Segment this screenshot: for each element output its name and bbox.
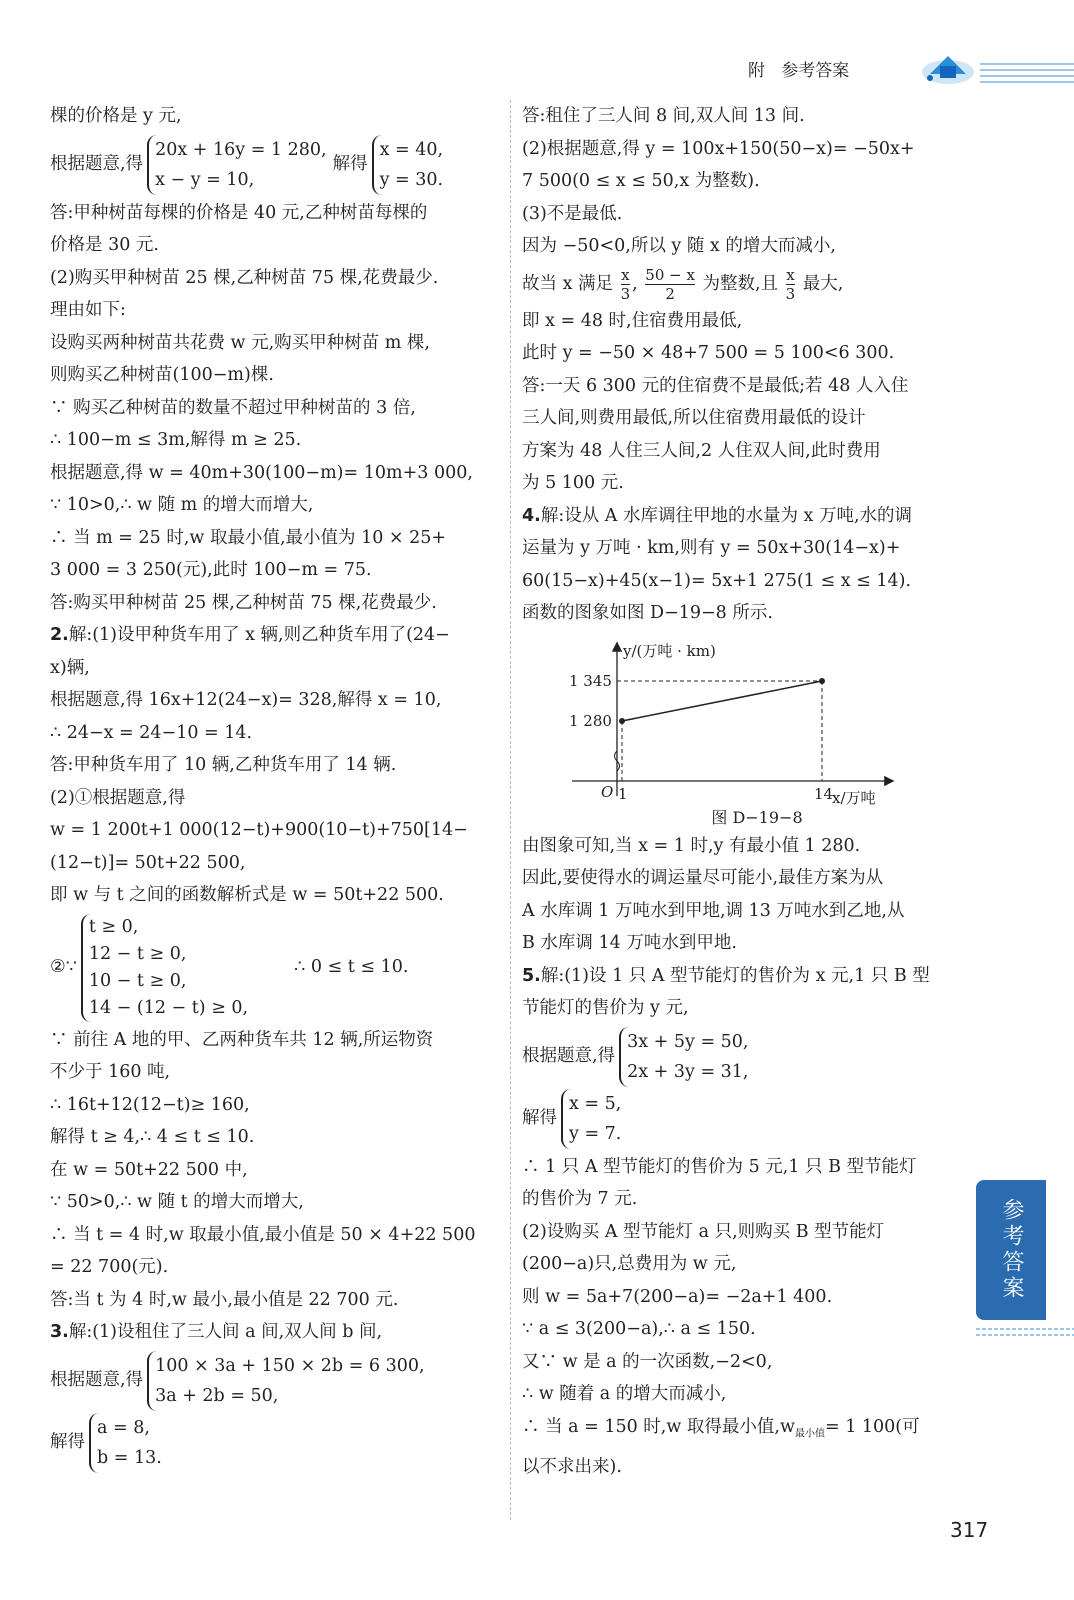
numerator: 50 − x bbox=[645, 265, 695, 284]
text-fragment: 故当 x 满足 bbox=[522, 273, 613, 294]
text-line: ∴ 1 只 A 型节能灯的售价为 5 元,1 只 B 型节能灯 bbox=[522, 1156, 917, 1177]
text-line: 7 500(0 ≤ x ≤ 50,x 为整数). bbox=[522, 171, 760, 191]
question-number: 2. bbox=[50, 625, 69, 645]
solution-system bbox=[522, 1089, 992, 1149]
equation: 20x + 16y = 1 280, bbox=[155, 139, 327, 160]
text-line: (2)①根据题意,得 bbox=[50, 787, 186, 808]
text-fragment: 解得 bbox=[522, 1108, 557, 1129]
text-fragment: 解:(1)设甲种货车用了 x 辆,则乙种货车用了(24− bbox=[68, 625, 450, 645]
text-line: 又∵ w 是 a 的一次函数,−2<0, bbox=[522, 1351, 773, 1372]
text-line: ∵ a ≤ 3(200−a),∴ a ≤ 150. bbox=[522, 1319, 756, 1339]
equation: y = 30. bbox=[379, 169, 444, 190]
text-line: 60(15−x)+45(x−1)= 5x+1 275(1 ≤ x ≤ 14). bbox=[522, 570, 912, 591]
equation-system bbox=[50, 135, 500, 195]
fraction-line bbox=[522, 263, 992, 305]
text-line: 答:购买甲种树苗 25 棵,乙种树苗 75 棵,花费最少. bbox=[50, 592, 437, 613]
text-line bbox=[522, 1411, 992, 1451]
brace bbox=[147, 1351, 425, 1411]
brace bbox=[147, 135, 327, 195]
text-line: ∵ 10>0,∴ w 随 m 的增大而增大, bbox=[50, 495, 314, 515]
text-line: 解得 t ≥ 4,∴ 4 ≤ t ≤ 10. bbox=[50, 1127, 255, 1147]
text-line: B 水库调 14 万吨水到甲地. bbox=[522, 933, 737, 953]
subscript: 最小值 bbox=[794, 1428, 825, 1439]
solution-system bbox=[50, 1413, 500, 1473]
denominator: 2 bbox=[665, 284, 675, 303]
brace bbox=[89, 1413, 162, 1473]
series-line bbox=[622, 681, 822, 721]
side-tab: 参考答案 bbox=[976, 1180, 1046, 1320]
text-line: 因此,要使得水的调运量尽可能小,最佳方案为从 bbox=[522, 868, 884, 888]
text-line: ∴ 100−m ≤ 3m,解得 m ≥ 25. bbox=[50, 430, 302, 450]
data-point bbox=[819, 678, 825, 684]
text-line: 在 w = 50t+22 500 中, bbox=[50, 1159, 248, 1180]
text-line: (2)根据题意,得 y = 100x+150(50−x)= −50x+ bbox=[522, 138, 915, 159]
numerator: x bbox=[621, 265, 630, 284]
equation: 100 × 3a + 150 × 2b = 6 300, bbox=[155, 1355, 425, 1376]
data-point bbox=[619, 718, 625, 724]
text-line: 则 w = 5a+7(200−a)= −2a+1 400. bbox=[522, 1286, 833, 1307]
text-line: 即 x = 48 时,住宿费用最低, bbox=[522, 310, 743, 331]
equation: 3a + 2b = 50, bbox=[155, 1385, 279, 1406]
text-line: (2)购买甲种树苗 25 棵,乙种树苗 75 棵,花费最少. bbox=[50, 267, 439, 288]
inequality-system bbox=[50, 914, 500, 1022]
text-fragment: ②∵ bbox=[50, 957, 77, 978]
text-fragment: 根据题意,得 bbox=[50, 1370, 144, 1391]
text-line: w = 1 200t+1 000(12−t)+900(10−t)+750[14− bbox=[50, 820, 468, 840]
text-line: 三人间,则费用最低,所以住宿费用最低的设计 bbox=[522, 408, 866, 428]
equation: x = 5, bbox=[569, 1093, 622, 1114]
right-column bbox=[522, 100, 992, 1483]
denominator: 3 bbox=[620, 284, 631, 303]
text-line: 3 000 = 3 250(元),此时 100−m = 75. bbox=[50, 560, 372, 580]
text-fragment: 解:(1)设租住了三人间 a 间,双人间 b 间, bbox=[68, 1322, 383, 1342]
text-fragment: ∴ 当 a = 150 时,w 取得最小值,w bbox=[522, 1416, 795, 1437]
text-line: 棵的价格是 y 元, bbox=[50, 106, 182, 126]
text-line: ∴ 当 m = 25 时,w 取最小值,最小值为 10 × 25+ bbox=[50, 527, 447, 548]
tab-decor-lines bbox=[976, 1326, 1074, 1340]
text-line: 答:当 t 为 4 时,w 最小,最小值是 22 700 元. bbox=[50, 1289, 399, 1310]
text-line: 方案为 48 人住三人间,2 人住双人间,此时费用 bbox=[522, 440, 881, 461]
text-line: 节能灯的售价为 y 元, bbox=[522, 998, 689, 1018]
question-line bbox=[50, 619, 500, 652]
text-line: 不少于 160 吨, bbox=[50, 1062, 171, 1082]
question-line bbox=[522, 500, 992, 533]
inequality: 14 − (12 − t) ≥ 0, bbox=[88, 997, 249, 1018]
text-line: 因为 −50<0,所以 y 随 x 的增大而减小, bbox=[522, 236, 836, 256]
equation: b = 13. bbox=[97, 1447, 162, 1468]
fraction bbox=[621, 266, 631, 303]
text-line: 运量为 y 万吨 · km,则有 y = 50x+30(14−x)+ bbox=[522, 538, 901, 558]
text-line: 答:甲种树苗每棵的价格是 40 元,乙种树苗每棵的 bbox=[50, 202, 428, 223]
text-line: (3)不是最低. bbox=[522, 203, 623, 224]
text-line: 以不求出来). bbox=[522, 1456, 622, 1477]
equation-system bbox=[522, 1027, 992, 1087]
text-line: 答:租住了三人间 8 间,双人间 13 间. bbox=[522, 106, 805, 126]
x-tick-label: 1 bbox=[618, 784, 628, 803]
equation: y = 7. bbox=[569, 1123, 622, 1144]
text-line: A 水库调 1 万吨水到甲地,调 13 万吨水到乙地,从 bbox=[522, 900, 905, 921]
text-line: 设购买两种树苗共花费 w 元,购买甲种树苗 m 棵, bbox=[50, 332, 430, 353]
fraction bbox=[786, 266, 796, 303]
text-fragment: 解:(1)设 1 只 A 型节能灯的售价为 x 元,1 只 B 型 bbox=[540, 965, 930, 986]
text-line: 则购买乙种树苗(100−m)棵. bbox=[50, 365, 274, 385]
question-line bbox=[50, 1316, 500, 1349]
figure-caption: 图 D−19−8 bbox=[711, 807, 803, 827]
text-line: (200−a)只,总费用为 w 元, bbox=[522, 1254, 737, 1274]
header-title: 附 参考答案 bbox=[748, 61, 850, 81]
text-line: ∴ 当 t = 4 时,w 取最小值,最小值是 50 × 4+22 500 bbox=[50, 1224, 476, 1245]
header-decor-lines bbox=[980, 58, 1074, 88]
brace bbox=[81, 914, 248, 1022]
text-fragment: 解:设从 A 水库调往甲地的水量为 x 万吨,水的调 bbox=[540, 505, 913, 526]
page-number: 317 bbox=[950, 1518, 989, 1542]
book-logo-icon bbox=[920, 48, 976, 88]
text-line: 理由如下: bbox=[50, 300, 126, 320]
text-line: (2)设购买 A 型节能灯 a 只,则购买 B 型节能灯 bbox=[522, 1221, 885, 1242]
x-tick-label: 14 bbox=[814, 784, 834, 803]
equation: x = 40, bbox=[379, 139, 444, 160]
text-fragment: = 1 100(可 bbox=[824, 1416, 920, 1437]
brace bbox=[619, 1027, 748, 1087]
x-axis-label: x/万吨 bbox=[832, 788, 876, 806]
text-fragment: , bbox=[632, 273, 638, 294]
text-line: 答:甲种货车用了 10 辆,乙种货车用了 14 辆. bbox=[50, 755, 397, 775]
text-fragment: 根据题意,得 bbox=[50, 154, 144, 175]
text-line: ∵ 前往 A 地的甲、乙两种货车共 12 辆,所运物资 bbox=[50, 1029, 434, 1050]
denominator: 3 bbox=[785, 284, 796, 303]
fraction bbox=[645, 266, 695, 303]
question-number: 5. bbox=[522, 965, 541, 986]
text-fragment: 解得 bbox=[50, 1432, 85, 1453]
y-tick-label: 1 345 bbox=[569, 671, 612, 690]
text-fragment: 解得 bbox=[332, 154, 368, 175]
inequality: 10 − t ≥ 0, bbox=[88, 970, 187, 991]
brace bbox=[561, 1089, 621, 1149]
brace bbox=[372, 135, 444, 195]
equation: a = 8, bbox=[97, 1417, 150, 1438]
question-number: 4. bbox=[522, 505, 541, 526]
text-fragment: 为整数,且 bbox=[702, 273, 779, 294]
function-graph bbox=[562, 636, 902, 806]
inequality: t ≥ 0, bbox=[88, 916, 139, 937]
text-line: 答:一天 6 300 元的住宿费不是最低;若 48 人入住 bbox=[522, 375, 909, 396]
text-line: 的售价为 7 元. bbox=[522, 1189, 638, 1209]
y-axis-label: y/(万吨 · km) bbox=[623, 641, 716, 660]
text-line: 函数的图象如图 D−19−8 所示. bbox=[522, 603, 773, 623]
text-line: 根据题意,得 16x+12(24−x)= 328,解得 x = 10, bbox=[50, 690, 442, 710]
y-tick-label: 1 280 bbox=[569, 711, 612, 730]
text-line: 此时 y = −50 × 48+7 500 = 5 100<6 300. bbox=[522, 343, 895, 363]
origin-label: O bbox=[601, 782, 614, 801]
text-fragment: ∴ 0 ≤ t ≤ 10. bbox=[294, 957, 409, 978]
text-line: ∴ w 随着 a 的增大而减小, bbox=[522, 1384, 727, 1404]
text-fragment: 根据题意,得 bbox=[522, 1046, 616, 1067]
text-line: 为 5 100 元. bbox=[522, 473, 624, 493]
text-line: ∴ 16t+12(12−t)≥ 160, bbox=[50, 1094, 250, 1115]
equation: 3x + 5y = 50, bbox=[627, 1031, 749, 1052]
text-line: x)辆, bbox=[50, 657, 90, 678]
text-line: (12−t)]= 50t+22 500, bbox=[50, 852, 246, 873]
text-line: = 22 700(元). bbox=[50, 1257, 169, 1277]
question-number: 3. bbox=[50, 1322, 69, 1342]
text-line: ∵ 购买乙种树苗的数量不超过甲种树苗的 3 倍, bbox=[50, 397, 416, 418]
question-line bbox=[522, 960, 992, 993]
text-line: 即 w 与 t 之间的函数解析式是 w = 50t+22 500. bbox=[50, 885, 444, 905]
text-line: ∵ 50>0,∴ w 随 t 的增大而增大, bbox=[50, 1192, 304, 1212]
left-column bbox=[50, 100, 500, 1475]
equation-system bbox=[50, 1351, 500, 1411]
equation: x − y = 10, bbox=[155, 169, 255, 190]
text-fragment: 最大, bbox=[802, 273, 844, 294]
column-divider bbox=[510, 100, 511, 1520]
text-line: ∴ 24−x = 24−10 = 14. bbox=[50, 722, 253, 743]
numerator: x bbox=[786, 265, 795, 284]
equation: 2x + 3y = 31, bbox=[627, 1061, 749, 1082]
text-line: 根据题意,得 w = 40m+30(100−m)= 10m+3 000, bbox=[50, 462, 473, 483]
text-line: 价格是 30 元. bbox=[50, 235, 159, 255]
inequality: 12 − t ≥ 0, bbox=[88, 943, 187, 964]
text-line: 由图象可知,当 x = 1 时,y 有最小值 1 280. bbox=[522, 835, 861, 856]
